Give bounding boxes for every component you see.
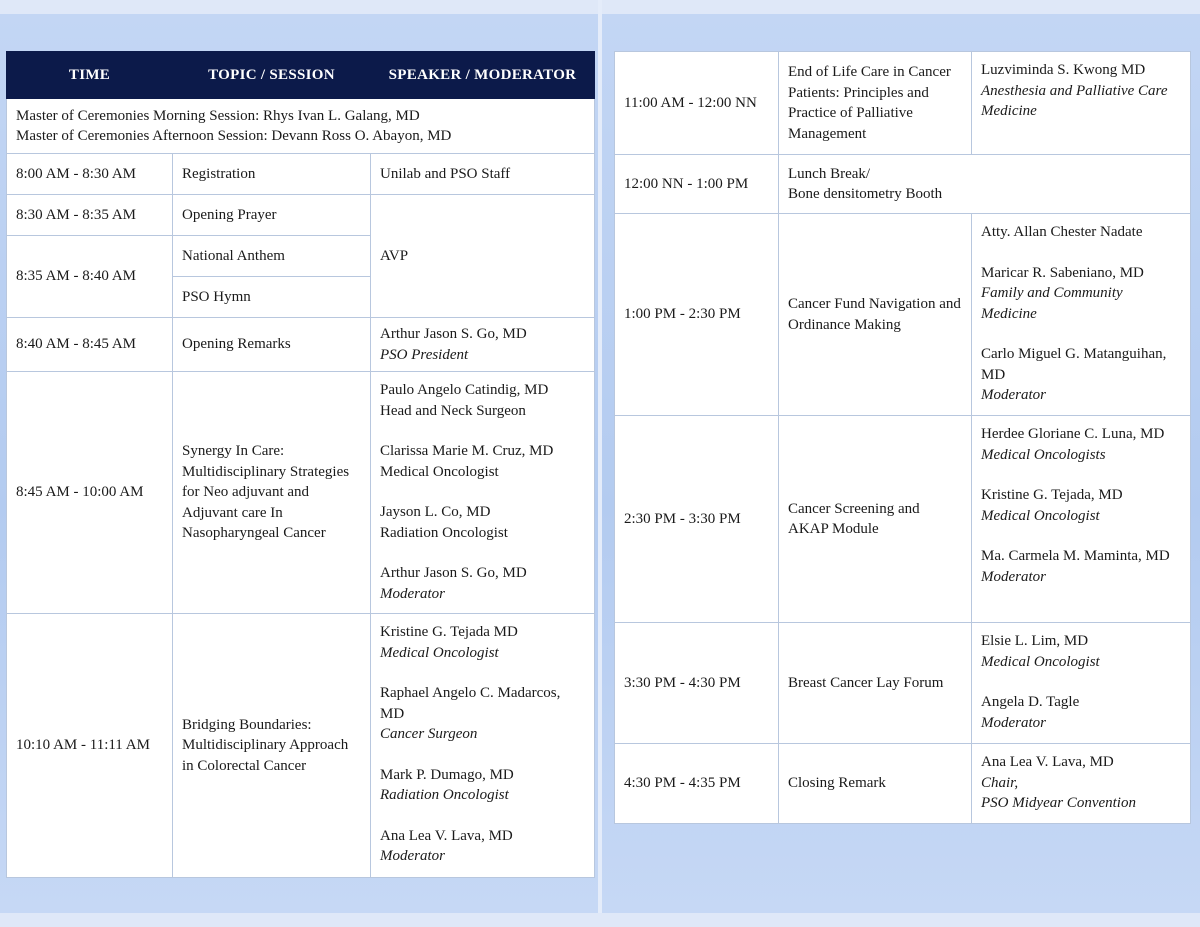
topic-line: Bone densitometry Booth: [788, 186, 943, 202]
speaker-name: Luzviminda S. Kwong MD: [981, 62, 1146, 78]
speaker-entry: [380, 683, 585, 745]
table-row: [615, 623, 1191, 744]
speaker-name: Ana Lea V. Lava, MD: [981, 754, 1114, 770]
time-cell: 12:00 NN - 1:00 PM: [615, 155, 779, 214]
speaker-name: Kristine G. Tejada MD: [380, 624, 518, 640]
mc-afternoon: Master of Ceremonies Afternoon Session: Devann Ross O. Abayon, MD: [16, 128, 452, 144]
speaker-role: PSO Midyear Convention: [981, 795, 1136, 811]
speaker-name: Kristine G. Tejada, MD: [981, 487, 1123, 503]
speaker-role: Moderator: [981, 568, 1046, 585]
speaker-name: Ma. Carmela M. Maminta, MD: [981, 548, 1170, 564]
time-cell: 8:45 AM - 10:00 AM: [7, 372, 173, 614]
topic-cell: Cancer Screening and AKAP Module: [779, 416, 972, 623]
speaker-role: Moderator: [981, 714, 1046, 731]
speaker-cell: [371, 614, 595, 878]
speaker-role: Anesthesia and Palliative Care Medicine: [981, 82, 1168, 119]
speaker-role: Family and Community Medicine: [981, 285, 1123, 322]
speaker-cell: [972, 744, 1191, 824]
speaker-name: Elsie L. Lim, MD: [981, 633, 1089, 649]
speaker-cell-avp: AVP: [371, 195, 595, 318]
speaker-name: Carlo Miguel G. Matanguihan, MD: [981, 346, 1167, 383]
speaker-entry: [981, 485, 1181, 526]
speaker-cell: Unilab and PSO Staff: [371, 154, 595, 195]
topic-cell: Synergy In Care: Multidisciplinary Strategies for Neo adjuvant and Adjuvant care In Nasopharyngeal Cancer: [173, 372, 371, 614]
speaker-name: Ana Lea V. Lava, MD: [380, 827, 513, 844]
mc-cell: [7, 99, 595, 154]
speaker-role: Medical Oncologists: [981, 446, 1106, 463]
speaker-name: Herdee Gloriane C. Luna, MD: [981, 426, 1165, 442]
speaker-role: Medical Oncologist: [981, 507, 1100, 524]
speaker-entry: [981, 631, 1181, 672]
time-cell: 8:00 AM - 8:30 AM: [7, 154, 173, 195]
speaker-role: Medical Oncologist: [981, 653, 1100, 670]
speaker-name: Arthur Jason S. Go, MD: [380, 326, 527, 342]
time-cell: 3:30 PM - 4:30 PM: [615, 623, 779, 744]
speaker-role: Moderator: [981, 387, 1046, 403]
topic-cell: Bridging Boundaries: Multidisciplinary Approach in Colorectal Cancer: [173, 614, 371, 878]
header-time: TIME: [7, 52, 173, 99]
speaker-entry: [380, 380, 585, 421]
speaker-entry: [981, 344, 1181, 406]
speaker-entry: [380, 563, 585, 604]
speaker-role: Radiation Oncologist: [380, 787, 509, 803]
speaker-name: Maricar R. Sabeniano, MD: [981, 264, 1144, 281]
table-row: [7, 614, 595, 878]
speaker-cell: [972, 416, 1191, 623]
speaker-entry: [981, 222, 1181, 243]
speaker-role: Chair,: [981, 774, 1019, 791]
speaker-cell: [371, 318, 595, 372]
time-cell: 8:30 AM - 8:35 AM: [7, 195, 173, 236]
header-speaker: SPEAKER / MODERATOR: [371, 52, 595, 99]
time-cell: 4:30 PM - 4:35 PM: [615, 744, 779, 824]
table-row: [7, 372, 595, 614]
speaker-entry: [380, 826, 585, 867]
time-cell: 8:40 AM - 8:45 AM: [7, 318, 173, 372]
topic-cell: Closing Remark: [779, 744, 972, 824]
topic-cell: PSO Hymn: [173, 277, 371, 318]
table-row: [7, 154, 595, 195]
header-topic: TOPIC / SESSION: [173, 52, 371, 99]
speaker-role: Cancer Surgeon: [380, 726, 478, 742]
table-row: [7, 318, 595, 372]
speaker-cell: [972, 623, 1191, 744]
speaker-name: Atty. Allan Chester Nadate: [981, 224, 1143, 240]
topic-cell: Registration: [173, 154, 371, 195]
time-cell: 10:10 AM - 11:11 AM: [7, 614, 173, 878]
speaker-role: Medical Oncologist: [380, 644, 499, 661]
speaker-entry: [981, 692, 1181, 733]
topic-cell: Opening Prayer: [173, 195, 371, 236]
speaker-role: Medical Oncologist: [380, 463, 499, 480]
speaker-role: Head and Neck Surgeon: [380, 402, 526, 419]
speaker-role: Moderator: [380, 848, 445, 864]
schedule-table-morning: [6, 51, 595, 878]
table-row: [615, 155, 1191, 214]
speaker-entry: [981, 546, 1181, 587]
topic-line: Lunch Break/: [788, 165, 871, 182]
table-row: [615, 52, 1191, 155]
speaker-name: Raphael Angelo C. Madarcos, MD: [380, 685, 561, 722]
topic-cell: End of Life Care in Cancer Patients: Principles and Practice of Palliative Management: [779, 52, 972, 155]
table-row: [615, 214, 1191, 416]
speaker-name: Paulo Angelo Catindig, MD: [380, 382, 549, 398]
speaker-cell: [972, 52, 1191, 155]
speaker-cell: [371, 372, 595, 614]
time-cell: 2:30 PM - 3:30 PM: [615, 416, 779, 623]
topic-cell: Opening Remarks: [173, 318, 371, 372]
speaker-cell: [972, 214, 1191, 416]
topic-cell: National Anthem: [173, 236, 371, 277]
time-cell: 1:00 PM - 2:30 PM: [615, 214, 779, 416]
bottom-border-strip: [0, 913, 1200, 927]
topic-cell: Cancer Fund Navigation and Ordinance Making: [779, 214, 972, 416]
speaker-role: Moderator: [380, 585, 445, 602]
speaker-entry: [981, 424, 1181, 465]
speaker-entry: [380, 622, 585, 663]
speaker-role: Radiation Oncologist: [380, 524, 508, 541]
table-row: [615, 744, 1191, 824]
table-row: [7, 195, 595, 236]
time-cell: 8:35 AM - 8:40 AM: [7, 236, 173, 318]
speaker-entry: [380, 441, 585, 482]
speaker-name: Mark P. Dumago, MD: [380, 766, 514, 783]
speaker-entry: [981, 263, 1181, 325]
speaker-entry: [380, 502, 585, 543]
speaker-name: Clarissa Marie M. Cruz, MD: [380, 443, 554, 459]
speaker-name: Jayson L. Co, MD: [380, 504, 491, 520]
topic-cell: Breast Cancer Lay Forum: [779, 623, 972, 744]
time-cell: 11:00 AM - 12:00 NN: [615, 52, 779, 155]
mc-morning: Master of Ceremonies Morning Session: Rhys Ivan L. Galang, MD: [16, 107, 420, 124]
topic-cell: [779, 155, 1191, 214]
speaker-name: Angela D. Tagle: [981, 694, 1080, 710]
speaker-entry: [380, 765, 585, 806]
speaker-role: PSO President: [380, 346, 469, 363]
table-row: [615, 416, 1191, 623]
speaker-name: Arthur Jason S. Go, MD: [380, 565, 527, 581]
schedule-table-afternoon: [614, 51, 1191, 824]
